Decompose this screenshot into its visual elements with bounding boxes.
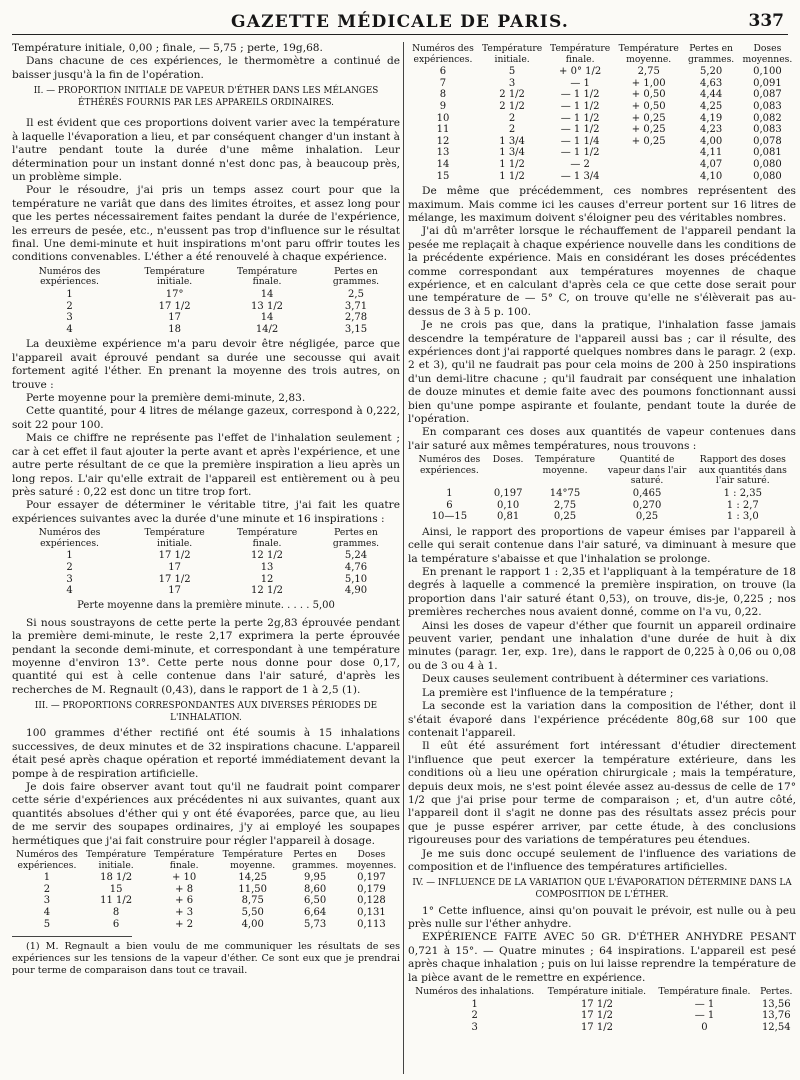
paragraph: Dans chacune de ces expériences, le thermomètre a continué de baisser jusqu'à la fin de l'opération. (12, 55, 400, 81)
table-header: Numéros des inhalations. (415, 986, 535, 997)
table-header: Température initiale. (144, 265, 205, 288)
table-cell: 3 (43, 895, 51, 907)
table-cell: 4,63 (699, 77, 723, 89)
table-cell: 0,080 (753, 170, 782, 182)
table-cell: 4,00 (699, 135, 723, 147)
table-cell: 14°75 (549, 488, 581, 500)
paragraph: De même que précédemment, ces nombres représentent des maximum. Mais comme ici les causes d'erreur portent sur 16 litres de mélange, les maximum doivent s'éloigner peu des véritables nombres. (408, 185, 796, 224)
table-cell: 17 1/2 (158, 573, 191, 585)
table-cell: 4,44 (699, 89, 723, 101)
table-header: Numéros des expériences. (412, 43, 474, 65)
table-header: Numéros des expériences. (418, 454, 481, 476)
table-cell: 4,11 (699, 147, 723, 159)
table-cell: 1 3/4 (499, 135, 525, 147)
paragraph: Pour le résoudre, j'ai pris un temps assez court pour que la température ne variât que dans des limites étroites, et assez long pour que les pertes nécessairement faites pendant la durée de l'expérience, les erreurs de pesée, etc., n'eussent pas trop d'influence sur le résultat final. Une demi-minute et huit inspirations m'ont paru offrir toutes les conditions convenables. L'éther a été renouvelé à chaque expérience. (12, 184, 400, 264)
table-row (12, 550, 400, 562)
table-cell: + 0,25 (631, 124, 666, 136)
table-cell: 18 (168, 323, 181, 335)
table-cell: 10—15 (431, 511, 468, 523)
table-row (408, 159, 796, 171)
table-cell: — 1 (694, 998, 715, 1010)
table-cell: 3 (66, 312, 73, 324)
table-header: Doses moyennes. (742, 43, 793, 65)
table-cell: 4,25 (699, 100, 723, 112)
paragraph: La deuxième expérience m'a paru devoir être négligée, parce que l'appareil avait éprouvé pendant sa durée une secousse qui avait fortement agité l'éther. En prenant la moyenne des trois autres, on trouve : (12, 338, 400, 391)
table-cell: 0,128 (357, 895, 386, 907)
table-cell: 0,197 (357, 872, 386, 884)
table-cell: 18 1/2 (100, 872, 133, 884)
table-cell: + 6 (175, 895, 194, 907)
table-cell: 2,78 (344, 312, 368, 324)
table-row (12, 585, 400, 597)
table-cell: 8 (439, 89, 447, 101)
table-pertes-minute (12, 528, 400, 597)
table-cell: 2 (66, 300, 73, 312)
table-cell: 13 (436, 147, 450, 159)
table-cell: + 3 (175, 906, 194, 918)
table-row (12, 301, 400, 313)
footnote-rule (12, 936, 132, 937)
table-cell: 15 (436, 170, 450, 182)
table-cell: 0,465 (632, 488, 662, 500)
table-cell: 17 1/2 (580, 998, 613, 1010)
table-cell: 1 : 2,35 (723, 488, 762, 500)
table-cell: 8 (112, 906, 120, 918)
table-summary: Perte moyenne dans la première minute. . . . . 5,00 (77, 599, 335, 611)
table-row (12, 919, 400, 931)
table-cell: + 8 (175, 883, 194, 895)
table-cell: 0,81 (497, 511, 520, 523)
table-cell: 0,131 (357, 906, 386, 918)
table-row (408, 78, 796, 90)
table-cell: 0,270 (632, 499, 662, 511)
table-cell: 4,23 (699, 124, 723, 136)
table-header: Quantité de vapeur dans l'air saturé. (607, 454, 687, 487)
table-cell: 14/2 (255, 323, 279, 335)
table-cell: 2 (508, 112, 516, 124)
table-header: Température finale. (550, 43, 611, 65)
table-cell: — 1 1/2 (560, 112, 600, 124)
text-columns (12, 42, 796, 1074)
table-header: Numéros des expériences. (38, 527, 101, 549)
paragraph: Je ne crois pas que, dans la pratique, l'inhalation fasse jamais descendre la température de l'appareil aussi bas ; car il résulte, des expériences dont j'ai rapporté quelques nombres dans le paragr. 2 (exp. 2 et 3), qu'il ne faudrait pas pour cela moins de 200 à 250 inspirations d'un demi-litre chacune ; qu'il faudrait par conséquent une inhalation de douze minutes et demie faite avec des poumons fonctionnant aussi bien qu'une pompe aspirante et foulante, pendant toute la durée de l'opération. (408, 319, 796, 426)
table-cell: + 0,25 (631, 135, 666, 147)
table-cell: 1 : 2,7 (726, 499, 759, 511)
table-ether-anhydre (408, 987, 796, 1033)
table-cell: 11,50 (238, 883, 268, 895)
table-row (408, 66, 796, 78)
table-cell: 17 (168, 312, 181, 324)
table-cell: — 1 3/4 (560, 170, 600, 182)
paragraph: Pour essayer de déterminer le véritable titre, j'ai fait les quatre expériences suivantes avec la durée d'une minute et 16 inspirations : (12, 499, 400, 525)
table-cell: 12 1/2 (251, 585, 284, 597)
table-cell: 3,15 (344, 323, 368, 335)
table-cell: — 2 (570, 158, 590, 170)
table-cell: 0,10 (497, 499, 520, 511)
table-row (12, 884, 400, 896)
table-cell: 0,197 (493, 488, 523, 500)
table-header: Température moyenne. (222, 848, 283, 871)
table-cell: 2 1/2 (499, 89, 525, 101)
table-cell: 4,76 (344, 561, 368, 573)
table-cell: 17 1/2 (580, 1021, 613, 1033)
table-row (12, 324, 400, 336)
paragraph: La seconde est la variation dans la composition de l'éther, dont il s'était évaporé dans l'expérience précédente 80g,68 sur 100 que contenait l'appareil. (408, 700, 796, 739)
table-header: Température finale. (236, 527, 298, 549)
table-cell: + 0° 1/2 (559, 66, 602, 78)
table-cell: 14 (436, 158, 450, 170)
table-cell: — 1 1/2 (560, 124, 600, 136)
table-cell: + 0,50 (631, 100, 666, 112)
table-header: Température initiale. (144, 527, 205, 549)
table-cell: 17 1/2 (158, 300, 191, 312)
table-cell: + 1,00 (631, 77, 666, 89)
table-cell: 13 1/2 (251, 300, 284, 312)
table-cell: 3 (471, 1021, 478, 1033)
table-cell: 2 1/2 (499, 100, 525, 112)
section-heading: III. — PROPORTIONS CORRESPONDANTES AUX DIVERSES PÉRIODES DE L'INHALATION. (34, 701, 378, 723)
table-cell: 3 (508, 77, 516, 89)
paragraph: 100 grammes d'éther rectifié ont été soumis à 15 inhalations successives, de deux minutes et de 32 inspirations chacune. L'appareil était pesé après chaque opération et reporté immédiatement devant la pompe à de respiration artificielle. (12, 727, 400, 780)
paragraph: EXPÉRIENCE FAITE AVEC 50 GR. D'ÉTHER ANHYDRE PESANT 0,721 à 15°. — Quatre minutes ; 64 inspirations. L'appareil est pesé après chaque inhalation ; puis on lui laisse reprendre la température de la pièce avant de le remettre en expérience. (408, 931, 796, 984)
table-cell: 9,95 (303, 872, 327, 884)
table-row (12, 312, 400, 324)
section-heading: IV. — INFLUENCE DE LA VARIATION QUE L'ÉVAPORATION DÉTERMINE DANS LA COMPOSITION DE L'ÉTHER. (412, 878, 792, 900)
table-cell: 2 (43, 883, 51, 895)
paragraph: En prenant le rapport 1 : 2,35 et l'appliquant à la température de 18 degrés à laquelle a commencé la première inspiration, on trouve (la proportion dans l'air saturé étant 0,53), on trouve, dis-je, 0,225 ; nos premières recherches nous avaient donné, comme on l'a vu, 0,22. (408, 566, 796, 619)
table-cell: 6 (112, 918, 120, 930)
table-header: Doses moyennes. (346, 848, 397, 871)
table-cell: 5 (43, 918, 51, 930)
table-header: Température initiale. (547, 986, 647, 997)
table-header: Rapport des doses aux quantités dans l'air saturé. (698, 454, 787, 487)
journal-title: GAZETTE MÉDICALE DE PARIS. (231, 12, 569, 32)
table-cell: 5,10 (344, 573, 368, 585)
table-cell: 12 1/2 (251, 550, 284, 562)
table-cell: 17 (168, 585, 181, 597)
table-row (12, 907, 400, 919)
page-number: 337 (748, 11, 784, 31)
table-cell: 10 (436, 112, 450, 124)
table-row (408, 1022, 796, 1034)
table-header: Température finale. (236, 265, 298, 288)
table-cell: 1 3/4 (499, 147, 525, 159)
right-column (408, 42, 796, 1074)
table-cell: 1 (446, 488, 453, 500)
table-cell: 0,100 (753, 66, 782, 78)
table-cell: — 1 1/4 (560, 135, 600, 147)
table-cell: 0,25 (553, 511, 577, 523)
table-cell: 2,75 (637, 66, 660, 78)
table-cell: 6,64 (303, 906, 327, 918)
table-cell: 4 (66, 585, 73, 597)
table-cell: 7 (439, 77, 447, 89)
paragraph: J'ai dû m'arrêter lorsque le réchauffement de l'appareil pendant la pesée me replaçait à chaque expérience nouvelle dans les conditions de la précédente expérience. Mais en considérant les doses précédentes comme correspondant aux températures moyennes de chaque expérience, et en calculant d'après cela ce que cette dose serait pour une température de — 5° C, on trouve qu'elle ne s'élèverait pas au-dessus de 3 à 5 p. 100. (408, 225, 796, 318)
table-pertes-demi-minute (12, 267, 400, 336)
table-cell: — 1 (570, 77, 590, 89)
table-cell: — 1 1/2 (560, 100, 600, 112)
table-cell: 2 (66, 561, 73, 573)
table-cell (614, 147, 683, 159)
table-cell: 5 (508, 66, 516, 78)
table-header: Numéros des expériences. (38, 265, 101, 288)
table-row (12, 872, 400, 884)
table-row (408, 101, 796, 113)
table-cell: 11 1/2 (100, 895, 133, 907)
table-header: Pertes. (760, 986, 793, 997)
table-cell: 4,19 (699, 112, 723, 124)
section-heading: II. — PROPORTION INITIALE DE VAPEUR D'ÉTHER DANS LES MÉLANGES ÉTHÉRÉS FOURNIS PAR LES APPAREILS ORDINAIRES. (33, 86, 379, 108)
table-cell: 5,20 (699, 66, 723, 78)
table-row (408, 113, 796, 125)
paragraph: Si nous soustrayons de cette perte la perte 2g,83 éprouvée pendant la première demi-minute, le reste 2,17 exprimera la perte éprouvée pendant la seconde demi-minute, et correspondant à une température moyenne d'environ 13°. Cette perte nous donne pour dose 0,17, quantité qui est à celle contenue dans l'air saturé, d'après les recherches de M. Regnault (0,43), dans le rapport de 1 à 2,5 (1). (12, 616, 400, 696)
table-header: Doses. (492, 454, 524, 466)
table-cell: 6,50 (303, 895, 327, 907)
table-cell: 17° (165, 289, 184, 301)
table-cell: 0,091 (753, 77, 782, 89)
table-inhalations-1-5 (12, 850, 400, 930)
table-cell: — 1 1/2 (560, 147, 600, 159)
table-cell: 2 (508, 124, 516, 136)
running-head (12, 0, 788, 35)
paragraph: Température initiale, 0,00 ; finale, — 5,75 ; perte, 19g,68. (12, 42, 323, 54)
table-cell: 3 (66, 573, 73, 585)
paragraph: Il est évident que ces proportions doivent varier avec la température à laquelle l'évaporation a lieu, et par conséquent changer d'un instant à l'autre pendant toute la durée d'une même inhalation. Leur détermination pour un instant donné n'est donc pas, à beaucoup près, un problème simple. (12, 117, 400, 184)
table-cell: 4,00 (241, 918, 264, 930)
table-cell: 0,081 (753, 147, 782, 159)
table-cell: 4,90 (344, 585, 368, 597)
table-cell: 0,083 (753, 124, 782, 136)
table-cell (614, 171, 683, 183)
paragraph: Ainsi les doses de vapeur d'éther que fournit un appareil ordinaire peuvent varier, pendant une inhalation d'une durée de huit à dix minutes (paragr. 1er, exp. 1re), dans le rapport de 0,225 à 0,06 ou 0,08 ou de 3 ou 4 à 1. (408, 619, 796, 672)
table-cell: 11 (436, 124, 450, 136)
table-cell: 17 1/2 (580, 1010, 613, 1022)
table-cell: 4 (66, 323, 73, 335)
table-inhalations-6-15 (408, 44, 796, 182)
table-cell: 8,75 (241, 895, 264, 907)
table-header: Température initiale. (482, 43, 543, 65)
table-row (12, 574, 400, 586)
table-cell: 8,60 (303, 883, 327, 895)
table-cell: 1 : 3,0 (726, 511, 759, 523)
table-cell: 3,71 (344, 300, 368, 312)
table-cell: — 1 1/2 (560, 89, 600, 101)
table-cell: 13,56 (761, 998, 791, 1010)
table-header: Pertes en grammes. (291, 848, 339, 871)
table-header: Pertes en grammes. (332, 527, 380, 549)
table-cell: 17 (168, 561, 181, 573)
table-cell: 0,082 (753, 112, 782, 124)
table-row (12, 289, 400, 301)
paragraph: Je dois faire observer avant tout qu'il ne faudrait point comparer cette série d'expériences aux précédentes ni aux suivantes, quant aux quantités absolues d'éther qui y ont été évaporées, parce que, au lieu de me servir des soupapes ordinaires, j'y ai employé les soupapes hermétiques que j'ai fait construire pour régler l'appareil à dosage. (12, 780, 400, 847)
table-cell: 12,54 (761, 1021, 791, 1033)
table-row (408, 999, 796, 1011)
table-cell: 0,25 (635, 511, 659, 523)
table-cell: 0,087 (753, 89, 782, 101)
footnote: (1) M. Regnault a bien voulu de me communiquer les résultats de ses expériences sur les tensions de la vapeur d'éther. Ce sont eux que je prendrai pour terme de comparaison dans tout ce travail. (12, 941, 400, 977)
table-cell: 1 1/2 (499, 158, 525, 170)
table-cell: 2 (471, 1010, 478, 1022)
table-cell: 0,083 (753, 100, 782, 112)
table-cell: 5,24 (344, 550, 368, 562)
table-row (12, 562, 400, 574)
table-cell: 5,73 (303, 918, 327, 930)
table-header: Numéros des expériences. (16, 848, 78, 871)
table-header: Pertes en grammes. (332, 265, 380, 288)
table-cell: 14 (260, 312, 274, 324)
table-cell: 6 (439, 66, 447, 78)
table-row (12, 895, 400, 907)
table-cell: 17 1/2 (158, 550, 191, 562)
table-header: Température moyenne. (534, 454, 596, 476)
table-cell: + 2 (175, 918, 194, 930)
table-cell: 12 (436, 135, 450, 147)
table-cell: 12 (260, 573, 274, 585)
table-row (408, 1010, 796, 1022)
table-cell: 4,07 (699, 158, 723, 170)
table-cell: + 0,50 (631, 89, 666, 101)
table-cell: 4,10 (699, 170, 723, 182)
paragraph: Perte moyenne pour la première demi-minute, 2,83. (26, 392, 306, 405)
table-cell: — 1 (694, 1010, 715, 1022)
table-row (408, 136, 796, 148)
paragraph: Deux causes seulement contribuent à déterminer ces variations. (422, 673, 769, 686)
table-row (408, 89, 796, 101)
paragraph: 1° Cette influence, ainsi qu'on pouvait le prévoir, est nulle ou à peu près nulle sur l'éther anhydre. (408, 904, 796, 930)
paragraph: Ainsi, le rapport des proportions de vapeur émises par l'appareil à celle qui serait contenue dans l'air saturé, va diminuant à mesure que la température s'abaisse et que l'inhalation se prolonge. (408, 525, 796, 565)
table-cell: 1 (471, 998, 478, 1010)
table-cell: 0,113 (357, 918, 386, 930)
table-cell: 5,50 (241, 906, 264, 918)
paragraph: Cette quantité, pour 4 litres de mélange gazeux, correspond à 0,222, soit 22 pour 100. (12, 405, 400, 431)
table-cell: 9 (439, 100, 447, 112)
table-header: Température moyenne. (618, 43, 679, 65)
table-rapport-air-sature (408, 455, 796, 523)
table-cell: 0,179 (357, 883, 386, 895)
table-row (408, 511, 796, 523)
table-cell: 13 (260, 561, 274, 573)
table-cell: 14,25 (238, 872, 268, 884)
table-header: Température finale. (154, 848, 215, 871)
table-row (408, 171, 796, 183)
table-cell: 1 (66, 289, 73, 301)
table-header: Pertes en grammes. (687, 43, 735, 65)
paragraph: La première est l'influence de la température ; (422, 686, 674, 699)
table-cell: 0 (701, 1021, 708, 1033)
table-row (408, 124, 796, 136)
table-cell: 0,078 (753, 135, 782, 147)
table-cell: 2,75 (553, 499, 577, 511)
table-cell: + 10 (171, 872, 197, 884)
table-row (408, 147, 796, 159)
table-cell: 13,76 (761, 1010, 791, 1022)
paragraph: Il eût été assurément fort intéressant d'étudier directement l'influence que peut exercer la température extérieure, dans les conditions où a lieu une opération chirurgicale ; mais la température, depuis deux mois, ne s'est point élevée assez au-dessus de celle de 17° 1/2 que j'ai prise pour terme de comparaison ; et, d'un autre côté, l'appareil dont il s'agit ne donne pas des résultats assez précis pour que je pusse espérer arriver, par cette étude, à des conclusions rigoureuses pour des variations de températures peu étendues. (408, 740, 796, 847)
table-cell (614, 159, 683, 171)
table-cell: 1 (43, 872, 51, 884)
paragraph: En comparant ces doses aux quantités de vapeur contenues dans l'air saturé aux mêmes températures, nous trouvons : (408, 426, 796, 452)
left-column (12, 42, 400, 1074)
table-cell: 1 (66, 550, 73, 562)
table-cell: 4 (43, 906, 51, 918)
paragraph: Je me suis donc occupé seulement de l'influence des variations de composition et de l'influence des températures artificielles. (408, 847, 796, 873)
table-cell: + 0,25 (631, 112, 666, 124)
table-header: Température finale. (658, 986, 751, 997)
paragraph: Mais ce chiffre ne représente pas l'effet de l'inhalation seulement ; car à cet effet il faut ajouter la perte avant et après l'expérience, et une autre perte résultant de ce que la première inspiration a lieu après un long repos. L'air qu'elle extrait de l'appareil est entièrement ou à peu près saturé : 0,22 est donc un titre trop fort. (12, 432, 400, 498)
column-divider (403, 42, 404, 1074)
table-header: Température initiale. (86, 848, 147, 871)
table-cell: 15 (109, 883, 123, 895)
table-cell: 6 (446, 499, 453, 511)
table-row (408, 500, 796, 512)
table-cell: 2,5 (348, 289, 364, 301)
table-cell: 14 (260, 289, 274, 301)
table-cell: 1 1/2 (499, 170, 525, 182)
table-cell: 0,080 (753, 158, 782, 170)
table-row (408, 488, 796, 500)
